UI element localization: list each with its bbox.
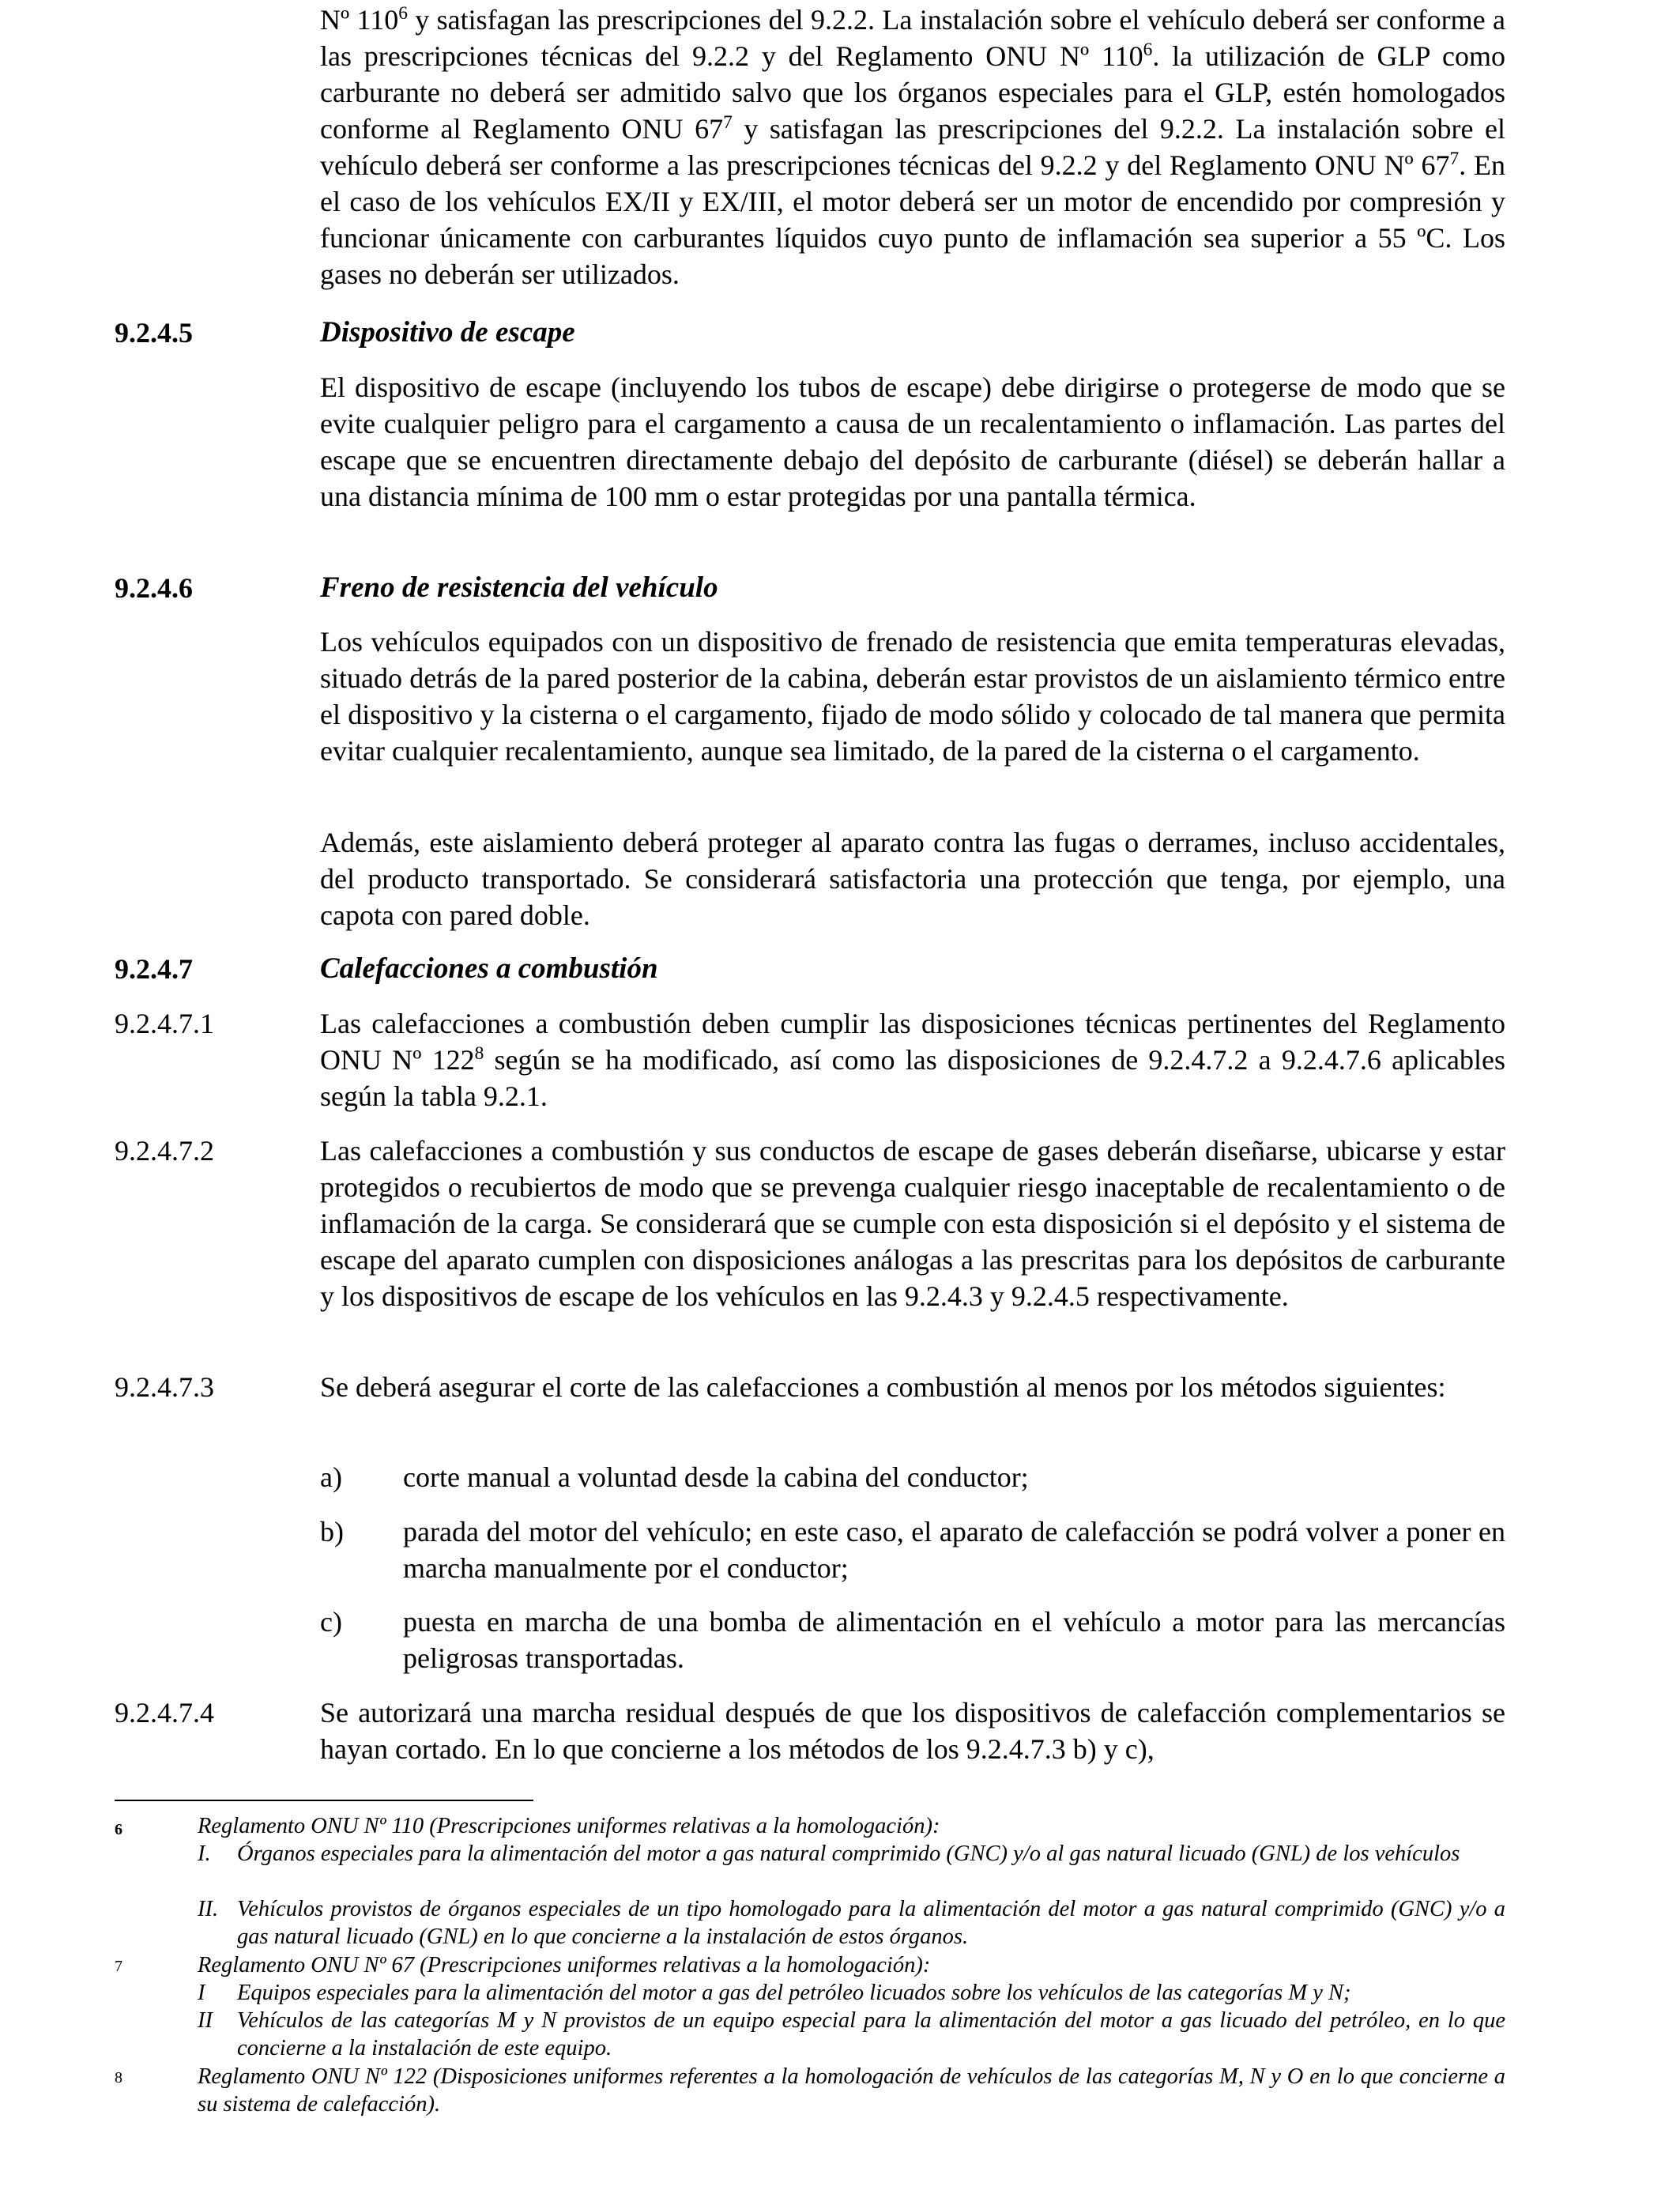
intro-paragraph: Nº $110^6$ y satisfagan las prescripciones del 9.2.2. La instalación sobre el vehículo deberá ser conforme a las prescripciones técnicas del 9.2.2 y del Reglamento ONU Nº $110^6$. la utilización de GLP como carburante no deberá ser admitido salvo que los órganos especiales para el GLP, estén homologados conforme al Reglamento ONU $67^7$ y satisfagan las prescripciones del 9.2.2. La instalación sobre el vehículo deberá ser conforme a las prescripciones técnicas del 9.2.2 y del Reglamento ONU Nº $67^7$. En el caso de los vehículos EX/II y EX/III, el motor deberá ser un motor de encendido por compresión y funcionar únicamente con carburantes líquidos cuyo punto de inflamación sea superior a 55 ºC. Los gases no deberán ser utilizados.: [320, 3, 1505, 290]
list-item-label-b: b): [320, 1516, 344, 1547]
section-title-9245: Dispositivo de escape: [320, 316, 575, 349]
section-text-9246-a: Los vehículos equipados con un dispositivo de frenado de resistencia que emita temperaturas elevadas, situado detrás de la pared posterior de la cabina, deberán estar provistos de un aislamiento térmico entre el dispositivo y la cisterna o el cargamento, fijado de modo sólido y colocado de tal manera que permita evitar cualquier recalentamiento, aunque sea limitado, de la pared de la cisterna o el cargamento.: [320, 626, 1505, 767]
section-text-92473: Se deberá asegurar el corte de las calefacciones a combustión al menos por los métodos siguientes:: [320, 1371, 1446, 1403]
section-number-92473: 9.2.4.7.3: [115, 1371, 214, 1403]
list-item-text-a: corte manual a voluntad desde la cabina del conductor;: [403, 1461, 1029, 1493]
section-number-9245: 9.2.4.5: [115, 317, 193, 349]
footnote-number-6: 6: [115, 1821, 122, 1838]
footnote-separator: [115, 1800, 533, 1801]
footnote-title-6: Reglamento ONU Nº 110 (Prescripciones uniformes relativas a la homologación):: [198, 1814, 940, 1838]
list-item-text-c: puesta en marcha de una bomba de alimentación en el vehículo a motor para las mercancías peligrosas transportadas.: [403, 1606, 1505, 1674]
footnote-7-item-label-1: I: [198, 1981, 205, 2005]
section-number-92471: 9.2.4.7.1: [115, 1008, 214, 1039]
footnote-title-7: Reglamento ONU Nº 67 (Prescripciones uniformes relativas a la homologación):: [198, 1953, 931, 1977]
list-item-label-c: c): [320, 1606, 342, 1638]
footnote-number-7: 7: [115, 1958, 122, 1975]
section-number-92474: 9.2.4.7.4: [115, 1697, 214, 1728]
footnote-6-item-text-2: Vehículos provistos de órganos especiales de un tipo homologado para la alimentación del motor a gas natural comprimido (GNC) y/o a gas natural licuado (GNL) en lo que concierne a la instalación de estos órganos.: [237, 1897, 1505, 1949]
section-title-9247: Calefacciones a combustión: [320, 952, 658, 985]
footnote-6-item-label-1: I.: [198, 1842, 211, 1866]
footnote-6-item-text-1: Órganos especiales para la alimentación del motor a gas natural comprimido (GNC) y/o al gas natural licuado (GNL) de los vehículos: [237, 1842, 1460, 1866]
section-number-92472: 9.2.4.7.2: [115, 1135, 214, 1167]
section-text-92472: Las calefacciones a combustión y sus conductos de escape de gases deberán diseñarse, ubicarse y estar protegidos o recubiertos de modo que se prevenga cualquier riesgo inaceptable de recalentamiento o de inflamación de la carga. Se considerará que se cumple con esta disposición si el depósito y el sistema de escape del aparato cumplen con disposiciones análogas a las prescritas para los depósitos de carburante y los dispositivos de escape de los vehículos en las 9.2.4.3 y 9.2.4.5 respectivamente.: [320, 1135, 1505, 1312]
section-text-92474: Se autorizará una marcha residual después de que los dispositivos de calefacción complementarios se hayan cortado. En lo que concierne a los métodos de los 9.2.4.7.3 b) y c),: [320, 1697, 1505, 1765]
section-text-9246-b: Además, este aislamiento deberá proteger al aparato contra las fugas o derrames, incluso accidentales, del producto transportado. Se considerará satisfactoria una protección que tenga, por ejemplo, una capota con pared doble.: [320, 827, 1505, 931]
list-item-label-a: a): [320, 1461, 342, 1493]
footnote-7-item-label-2: II: [198, 2008, 213, 2033]
list-item-text-b: parada del motor del vehículo; en este caso, el aparato de calefacción se podrá volver a poner en marcha manualmente por el conductor;: [403, 1516, 1505, 1584]
footnote-7-item-text-1: Equipos especiales para la alimentación del motor a gas del petróleo licuados sobre los vehículos de las categorías M y N;: [237, 1981, 1351, 2005]
footnote-6-item-label-2: II.: [198, 1897, 219, 1921]
section-number-9246: 9.2.4.6: [115, 572, 193, 604]
section-title-9246: Freno de resistencia del vehículo: [320, 571, 718, 604]
footnote-7-item-text-2: Vehículos de las categorías M y N provistos de un equipo especial para la alimentación del motor a gas licuado del petróleo, en lo que concierne a la instalación de este equipo.: [237, 2008, 1505, 2060]
section-text-9245: El dispositivo de escape (incluyendo los tubos de escape) debe dirigirse o protegerse de modo que se evite cualquier peligro para el cargamento a causa de un recalentamiento o inflamación. Las partes del escape que se encuentren directamente debajo del depósito de carburante (diésel) se deberán hallar a una distancia mínima de 100 mm o estar protegidas por una pantalla térmica.: [320, 371, 1505, 512]
footnote-number-8: 8: [115, 2069, 122, 2087]
section-text-92471: Las calefacciones a combustión deben cumplir las disposiciones técnicas pertinentes del Reglamento ONU Nº $122^8$ según se ha modificado, así como las disposiciones de 9.2.4.7.2 a 9.2.4.7.6 aplicables según la tabla 9.2.1.: [320, 1008, 1505, 1112]
section-number-9247: 9.2.4.7: [115, 953, 193, 985]
footnote-text-8: Reglamento ONU Nº 122 (Disposiciones uniformes referentes a la homologación de vehículos de las categorías M, N y O en lo que concierne a su sistema de calefacción).: [198, 2064, 1505, 2117]
